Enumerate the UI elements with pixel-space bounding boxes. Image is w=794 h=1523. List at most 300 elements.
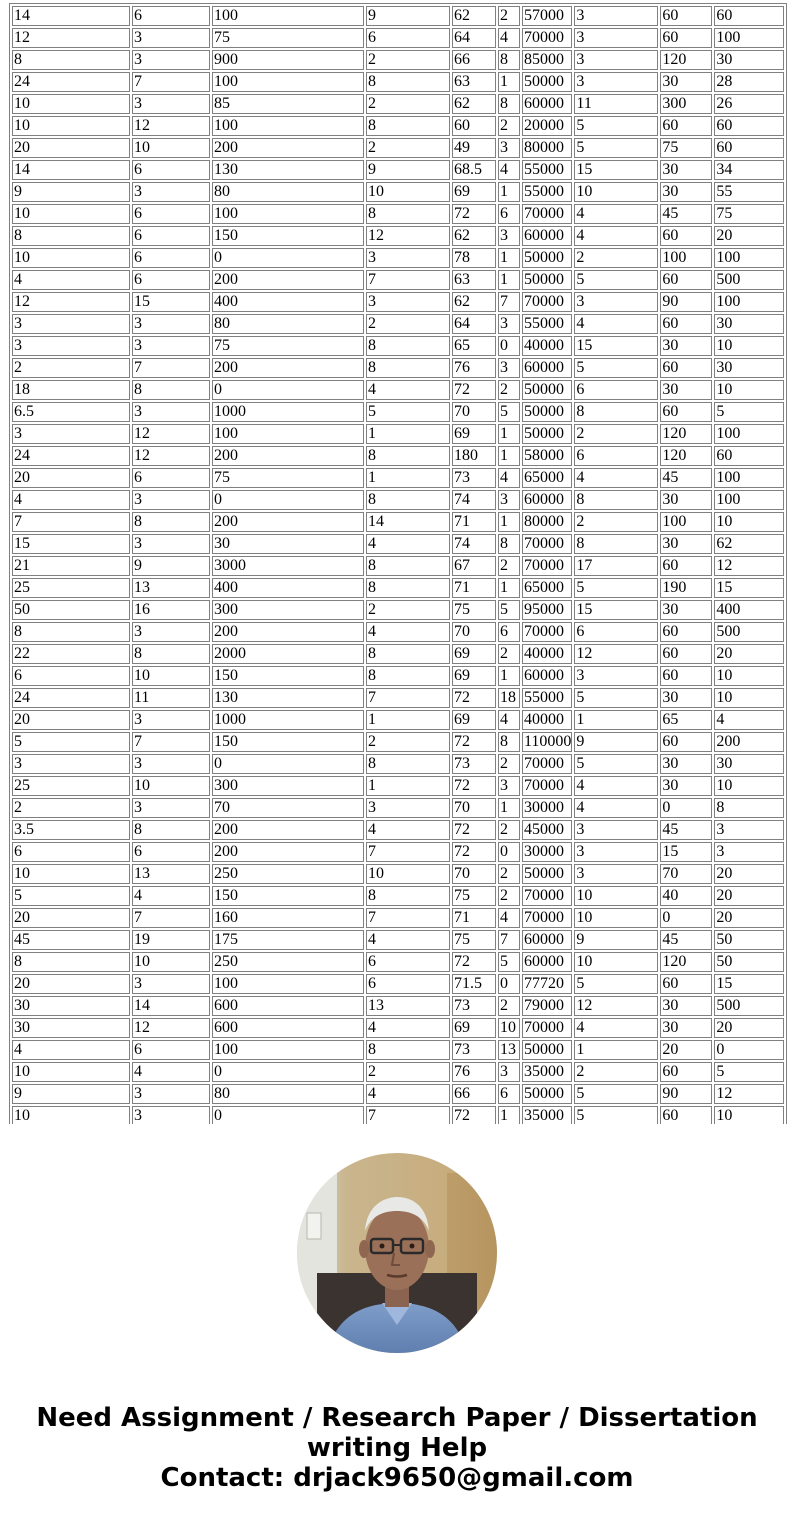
table-cell: 9 [574, 930, 658, 950]
table-cell: 8 [366, 556, 450, 576]
table-cell: 80000 [522, 138, 572, 158]
table-cell: 1 [574, 1040, 658, 1060]
table-cell: 22 [12, 644, 130, 664]
table-cell: 12 [132, 116, 210, 136]
table-cell: 30000 [522, 798, 572, 818]
table-cell: 3 [132, 490, 210, 510]
table-cell: 3 [498, 314, 520, 334]
table-cell: 15 [714, 578, 784, 598]
table-cell: 2 [498, 886, 520, 906]
table-cell: 3 [574, 28, 658, 48]
table-cell: 3 [132, 314, 210, 334]
table-cell: 63 [452, 72, 496, 92]
footer-contact-email: Contact: drjack9650@gmail.com [160, 1463, 634, 1493]
table-cell: 66 [452, 1084, 496, 1104]
table-cell: 8 [366, 754, 450, 774]
table-cell: 6 [574, 446, 658, 466]
table-cell: 100 [714, 424, 784, 444]
table-cell: 3 [574, 666, 658, 686]
table-cell: 8 [366, 116, 450, 136]
table-cell: 55 [714, 182, 784, 202]
table-cell: 150 [212, 226, 364, 246]
table-cell: 200 [212, 270, 364, 290]
table-row [12, 622, 784, 642]
table-row [12, 490, 784, 510]
table-cell: 5 [498, 952, 520, 972]
table-cell: 2 [574, 512, 658, 532]
table-cell: 100 [660, 512, 712, 532]
table-cell: 3 [574, 864, 658, 884]
table-cell: 100 [660, 248, 712, 268]
table-cell: 2 [498, 864, 520, 884]
table-cell: 45 [660, 820, 712, 840]
table-cell: 20 [714, 908, 784, 928]
table-cell: 70000 [522, 622, 572, 642]
table-cell: 20 [714, 864, 784, 884]
table-cell: 5 [366, 402, 450, 422]
table-cell: 20 [12, 908, 130, 928]
table-cell: 100 [714, 28, 784, 48]
table-cell: 34 [714, 160, 784, 180]
table-cell: 10 [132, 666, 210, 686]
table-cell: 4 [366, 380, 450, 400]
table-cell: 30 [660, 380, 712, 400]
table-cell: 110000 [524, 733, 572, 750]
table-cell: 4 [12, 1040, 130, 1060]
table-cell: 2 [498, 644, 520, 664]
table-cell: 30 [660, 688, 712, 708]
table-cell: 3 [574, 72, 658, 92]
table-row [12, 50, 784, 70]
table-cell: 50000 [522, 1040, 572, 1060]
table-cell: 8 [498, 50, 520, 70]
table-cell: 72 [452, 380, 496, 400]
table-cell: 200 [212, 358, 364, 378]
table-cell: 3.5 [12, 820, 130, 840]
table-cell: 14 [12, 160, 130, 180]
table-cell: 7 [132, 358, 210, 378]
table-cell: 70 [452, 622, 496, 642]
table-cell: 60 [660, 358, 712, 378]
table-cell: 67 [452, 556, 496, 576]
table-cell: 55000 [522, 182, 572, 202]
table-cell: 15 [574, 600, 658, 620]
author-photo [297, 1153, 497, 1353]
table-cell: 8 [132, 380, 210, 400]
table-cell: 5 [574, 138, 658, 158]
table-row [12, 710, 784, 730]
table-cell: 60 [714, 116, 784, 136]
table-cell: 2000 [212, 644, 364, 664]
table-row [12, 732, 784, 752]
table-cell: 50000 [522, 72, 572, 92]
table-cell: 1 [498, 798, 520, 818]
table-cell: 120 [660, 50, 712, 70]
table-cell: 9 [366, 6, 450, 26]
table-row [12, 94, 784, 114]
table-row [12, 688, 784, 708]
table-cell: 1 [574, 710, 658, 730]
table-cell: 5 [714, 402, 784, 422]
table-cell: 6 [132, 842, 210, 862]
table-cell: 25 [12, 776, 130, 796]
table-cell: 8 [366, 644, 450, 664]
table-cell: 30 [660, 776, 712, 796]
table-row [12, 974, 784, 994]
table-cell: 6 [12, 666, 130, 686]
table-cell: 300 [212, 776, 364, 796]
table-cell: 65000 [522, 468, 572, 488]
table-cell: 4 [498, 908, 520, 928]
table-cell: 12 [132, 446, 210, 466]
table-cell: 9 [12, 1084, 130, 1104]
table-cell: 1000 [212, 402, 364, 422]
table-cell: 49 [452, 138, 496, 158]
table-cell: 70 [452, 798, 496, 818]
table-row [12, 204, 784, 224]
table-cell: 8 [366, 578, 450, 598]
table-cell: 30 [714, 754, 784, 774]
table-cell: 20 [12, 710, 130, 730]
table-cell: 0 [498, 842, 520, 862]
table-cell: 60000 [522, 930, 572, 950]
table-row [12, 556, 784, 576]
table-cell: 4 [574, 776, 658, 796]
table-cell: 79000 [522, 996, 572, 1016]
table-cell: 30 [714, 50, 784, 70]
table-cell: 62 [452, 226, 496, 246]
table-cell: 77720 [522, 974, 572, 994]
table-cell: 30 [660, 996, 712, 1016]
table-cell: 13 [132, 578, 210, 598]
table-cell: 75 [452, 886, 496, 906]
table-cell: 250 [212, 952, 364, 972]
table-cell: 20 [714, 644, 784, 664]
table-cell: 0 [212, 1106, 364, 1124]
table-cell: 2 [12, 358, 130, 378]
table-cell: 3 [132, 534, 210, 554]
table-cell: 73 [452, 996, 496, 1016]
table-cell: 900 [212, 50, 364, 70]
table-cell: 8 [132, 820, 210, 840]
table-cell: 75 [660, 138, 712, 158]
table-cell: 10 [714, 688, 784, 708]
table-cell: 8 [498, 94, 520, 114]
table-cell: 200 [714, 732, 784, 752]
table-cell: 200 [212, 820, 364, 840]
table-cell: 70 [660, 864, 712, 884]
table-cell: 200 [212, 512, 364, 532]
table-cell: 73 [452, 754, 496, 774]
table-cell: 18 [12, 380, 130, 400]
table-cell: 8 [714, 798, 784, 818]
table-cell: 80 [212, 314, 364, 334]
table-cell: 9 [366, 160, 450, 180]
table-cell: 8 [366, 490, 450, 510]
table-cell: 300 [660, 94, 712, 114]
table-row [12, 1062, 784, 1082]
table-cell: 7 [366, 842, 450, 862]
table-cell: 1 [498, 578, 520, 598]
table-row [12, 402, 784, 422]
table-cell: 5 [574, 270, 658, 290]
table-cell: 3 [12, 424, 130, 444]
table-cell: 5 [574, 974, 658, 994]
table-cell: 12 [714, 1084, 784, 1104]
table-cell: 3 [132, 336, 210, 356]
table-cell: 100 [212, 1040, 364, 1060]
table-cell: 160 [212, 908, 364, 928]
table-cell: 200 [212, 622, 364, 642]
table-cell: 200 [212, 138, 364, 158]
table-cell: 10 [366, 864, 450, 884]
table-cell: 175 [212, 930, 364, 950]
table-cell: 76 [452, 1062, 496, 1082]
table-cell: 70000 [522, 28, 572, 48]
table-cell: 6 [132, 468, 210, 488]
table-cell: 8 [574, 402, 658, 422]
table-cell: 50000 [522, 1084, 572, 1104]
table-cell: 4 [574, 1018, 658, 1038]
table-cell: 6 [574, 380, 658, 400]
table-cell: 30 [212, 534, 364, 554]
table-cell: 63 [452, 270, 496, 290]
table-cell: 80000 [522, 512, 572, 532]
table-cell: 12 [12, 292, 130, 312]
table-cell: 2 [498, 6, 520, 26]
table-cell: 4 [574, 798, 658, 818]
table-cell: 3 [132, 28, 210, 48]
table-cell: 10 [714, 512, 784, 532]
table-cell: 130 [212, 160, 364, 180]
table-cell: 3 [132, 710, 210, 730]
table-cell: 3 [132, 974, 210, 994]
table-cell: 2 [498, 754, 520, 774]
table-cell: 8 [366, 204, 450, 224]
table-cell: 10 [498, 1018, 520, 1038]
table-cell: 0 [212, 248, 364, 268]
table-cell: 50000 [522, 380, 572, 400]
table-row [12, 358, 784, 378]
table-cell: 0 [498, 974, 520, 994]
table-cell: 72 [452, 1106, 496, 1124]
table-row [12, 292, 784, 312]
table-cell: 12 [366, 226, 450, 246]
table-row [12, 512, 784, 532]
table-cell: 50000 [522, 248, 572, 268]
table-cell: 7 [132, 908, 210, 928]
table-cell: 60 [660, 666, 712, 686]
table-cell: 70000 [522, 204, 572, 224]
table-cell: 70000 [522, 886, 572, 906]
table-cell: 10 [574, 182, 658, 202]
table-cell: 30 [12, 1018, 130, 1038]
table-cell: 60 [660, 402, 712, 422]
table-cell: 60 [660, 974, 712, 994]
table-cell: 8 [366, 72, 450, 92]
table-cell: 60 [660, 644, 712, 664]
table-cell: 10 [714, 1106, 784, 1124]
table-cell: 28 [714, 72, 784, 92]
table-cell: 8 [132, 512, 210, 532]
table-cell: 30 [714, 314, 784, 334]
table-cell: 3 [12, 314, 130, 334]
table-cell: 40000 [522, 710, 572, 730]
table-cell: 62 [452, 94, 496, 114]
table-cell: 75 [452, 600, 496, 620]
table-cell: 6 [498, 622, 520, 642]
table-row [12, 798, 784, 818]
table-cell: 71.5 [452, 974, 496, 994]
table-cell: 70000 [522, 292, 572, 312]
table-cell: 4 [366, 622, 450, 642]
table-cell: 7 [12, 512, 130, 532]
table-cell: 3 [366, 798, 450, 818]
table-cell: 4 [498, 710, 520, 730]
table-cell: 30 [714, 358, 784, 378]
table-cell: 7 [366, 908, 450, 928]
table-cell: 4 [12, 270, 130, 290]
table-row [12, 864, 784, 884]
table-cell: 12 [574, 996, 658, 1016]
table-cell: 85000 [522, 50, 572, 70]
table-cell: 0 [212, 490, 364, 510]
table-cell: 4 [366, 930, 450, 950]
table-cell: 120 [660, 424, 712, 444]
table-cell: 4 [132, 1062, 210, 1082]
table-cell: 10 [574, 886, 658, 906]
table-cell: 3 [132, 94, 210, 114]
table-cell: 9 [574, 732, 658, 752]
table-cell: 4 [498, 28, 520, 48]
table-cell: 70 [212, 798, 364, 818]
table-cell: 6 [132, 270, 210, 290]
table-cell: 2 [498, 116, 520, 136]
table-cell: 100 [714, 490, 784, 510]
table-cell: 400 [212, 292, 364, 312]
table-cell: 50000 [522, 424, 572, 444]
table-cell: 65 [660, 710, 712, 730]
table-cell: 100 [212, 72, 364, 92]
table-cell: 0 [212, 380, 364, 400]
table-cell: 3 [498, 776, 520, 796]
table-cell: 5 [714, 1062, 784, 1082]
table-cell: 8 [366, 886, 450, 906]
table-row [12, 1084, 784, 1104]
table-cell: 12 [714, 556, 784, 576]
table-cell: 72 [452, 842, 496, 862]
table-cell: 3 [498, 358, 520, 378]
table-cell: 10 [132, 776, 210, 796]
table-cell: 10 [714, 776, 784, 796]
table-cell: 1 [366, 710, 450, 730]
table-row [12, 600, 784, 620]
data-table [9, 3, 787, 1124]
table-cell: 3000 [212, 556, 364, 576]
table-cell: 6 [132, 1040, 210, 1060]
table-cell: 8 [366, 336, 450, 356]
table-row [12, 930, 784, 950]
table-cell: 1 [498, 424, 520, 444]
table-cell: 4 [574, 226, 658, 246]
table-cell: 57000 [522, 6, 572, 26]
table-cell: 45 [660, 930, 712, 950]
table-cell: 3 [498, 226, 520, 246]
table-cell: 95000 [522, 600, 572, 620]
table-cell: 2 [366, 314, 450, 334]
table-row [12, 270, 784, 290]
table-cell: 80 [212, 1084, 364, 1104]
table-cell: 6 [132, 6, 210, 26]
table-cell: 10 [714, 380, 784, 400]
table-cell: 1 [366, 424, 450, 444]
table-cell: 66 [452, 50, 496, 70]
table-cell: 2 [574, 1062, 658, 1082]
table-cell: 40000 [522, 336, 572, 356]
table-cell: 1 [366, 776, 450, 796]
table-cell: 2 [366, 138, 450, 158]
table-cell: 64 [452, 314, 496, 334]
table-cell: 60 [660, 28, 712, 48]
table-cell: 65 [452, 336, 496, 356]
table-row [12, 182, 784, 202]
table-cell: 180 [452, 446, 496, 466]
table-cell: 1 [366, 468, 450, 488]
table-cell: 8 [366, 1040, 450, 1060]
table-cell: 21 [12, 556, 130, 576]
table-cell: 20 [714, 1018, 784, 1038]
table-cell: 4 [12, 490, 130, 510]
table-cell: 40000 [522, 644, 572, 664]
table-cell: 20 [12, 468, 130, 488]
table-cell: 12 [132, 1018, 210, 1038]
table-row [12, 116, 784, 136]
table-cell: 3 [12, 336, 130, 356]
table-cell: 45 [660, 468, 712, 488]
table-cell: 10 [12, 116, 130, 136]
table-cell: 3 [714, 820, 784, 840]
table-cell: 1 [498, 182, 520, 202]
table-cell: 40 [660, 886, 712, 906]
table-cell: 4 [366, 534, 450, 554]
table-cell: 45 [660, 204, 712, 224]
table-cell: 60000 [522, 358, 572, 378]
table-cell: 3 [574, 292, 658, 312]
table-cell: 3 [132, 182, 210, 202]
table-cell: 120 [660, 952, 712, 972]
table-cell: 70000 [522, 776, 572, 796]
table-cell: 3 [132, 798, 210, 818]
table-cell: 60000 [522, 666, 572, 686]
table-cell: 62 [452, 292, 496, 312]
table-cell: 8 [498, 534, 520, 554]
table-cell: 60 [714, 6, 784, 26]
table-cell: 20 [714, 886, 784, 906]
table-cell: 6 [498, 1084, 520, 1104]
table-cell: 7 [132, 732, 210, 752]
table-cell: 7 [498, 930, 520, 950]
table-cell: 1 [498, 270, 520, 290]
table-cell: 10 [366, 182, 450, 202]
table-cell: 69 [452, 182, 496, 202]
table-row [12, 6, 784, 26]
table-cell: 75 [212, 468, 364, 488]
table-cell: 2 [498, 380, 520, 400]
table-cell: 2 [366, 600, 450, 620]
table-row [12, 1018, 784, 1038]
table-cell: 2 [498, 556, 520, 576]
table-row [12, 820, 784, 840]
